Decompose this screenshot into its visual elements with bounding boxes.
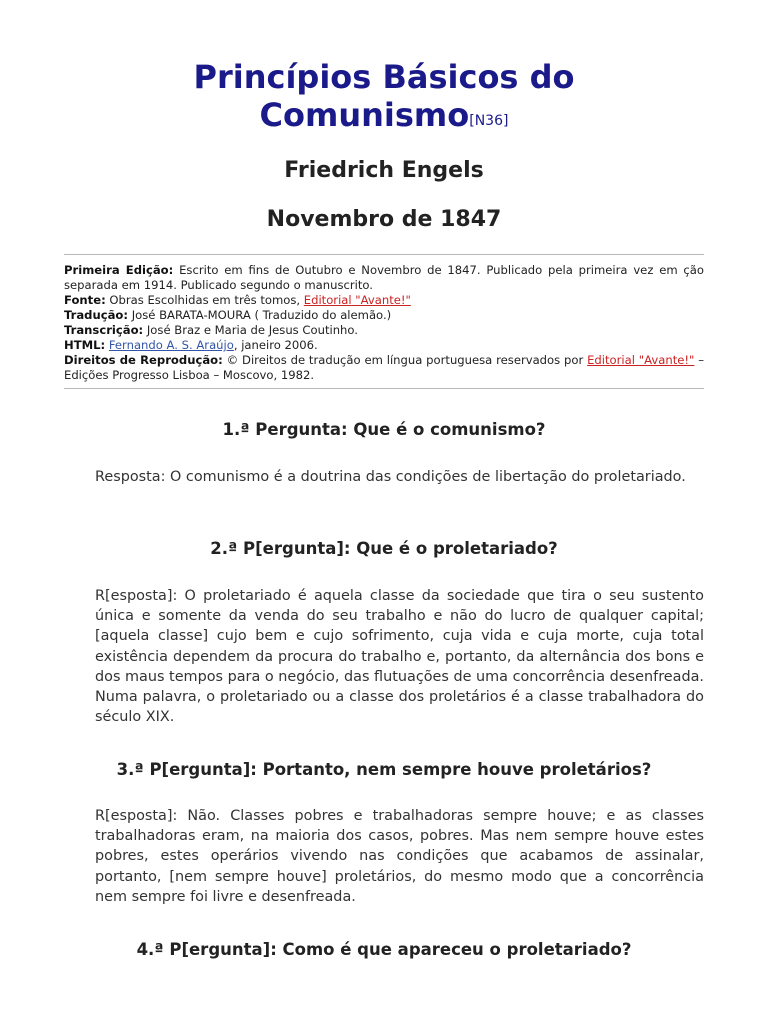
editorial-avante-link-2[interactable]: Editorial "Avante!" (587, 353, 695, 367)
info-value: , janeiro 2006. (233, 338, 318, 352)
footnote-link[interactable]: [N36] (469, 113, 509, 129)
footnote-ref[interactable] (469, 113, 508, 129)
info-traducao (64, 308, 704, 323)
info-label: Tradução: (64, 308, 129, 322)
info-html (64, 338, 704, 353)
info-label: Direitos de Reprodução: (64, 353, 223, 367)
info-label: Primeira Edição: (64, 263, 174, 277)
editorial-avante-link[interactable]: Editorial "Avante!" (303, 293, 411, 307)
edition-info (64, 263, 704, 383)
answer-paragraph: R[esposta]: Não. Classes pobres e trabalhadoras sempre houve; e as classes trabalhadoras eram, na maioria dos casos, pobres. Mas nem sempre houve estes pobres, estes operários vivendo nas condições que acabamos de assinalar, portanto, [nem sempre houve] proletários, do mesmo modo que a concorrência nem sempre foi livre e desenfreada. (95, 808, 704, 905)
info-label: Transcrição: (64, 323, 144, 337)
answer-paragraph: R[esposta]: O proletariado é aquela classe da sociedade que tira o seu sustento única e somente da venda do seu trabalho e não do lucro de qualquer capital; [aquela classe] cujo bem e cujo sofrimento, cuja vida e cuja morte, cuja total existência dependem da procura do trabalho e, portanto, da alternância dos bons e dos maus tempos para o negócio, das flutuações de uma concorrência desenfreada. Numa palavra, o proletariado ou a classe dos proletários é a classe trabalhadora do século XIX. (95, 588, 704, 726)
answer-paragraph: Resposta: O comunismo é a doutrina das condições de libertação do proletariado. (95, 469, 686, 485)
question-heading: 1.ª Pergunta: Que é o comunismo? (222, 420, 546, 439)
info-value: José BARATA-MOURA ( Traduzido do alemão.) (128, 308, 392, 322)
info-label: Fonte: (64, 293, 106, 307)
author-name: Friedrich Engels (284, 158, 484, 183)
info-value: © Direitos de tradução em língua portuguesa reservados por (222, 353, 588, 367)
question-heading: 4.ª P[ergunta]: Como é que apareceu o proletariado? (136, 940, 632, 959)
divider-bottom (64, 388, 704, 389)
info-label: HTML: (64, 338, 106, 352)
info-fonte (64, 293, 704, 308)
info-value: Obras Escolhidas em três tomos, (105, 293, 304, 307)
info-value: – Edições Progresso Lisboa – Moscovo, 1982. (64, 353, 705, 382)
html-author-link[interactable]: Fernando A. S. Araújo (108, 338, 234, 352)
info-primeira-edicao (64, 263, 704, 293)
title-line-2: Comunismo (259, 96, 470, 134)
info-direitos (64, 353, 704, 383)
page-title (0, 58, 768, 134)
info-value: Escrito em fins de Outubro e Novembro de 1847. Publicado pela primeira vez em ção separada em 1914. Publicado segundo o manuscrito. (64, 263, 704, 292)
question-heading: 3.ª P[ergunta]: Portanto, nem sempre houve proletários? (116, 760, 652, 779)
info-transcricao (64, 323, 704, 338)
publication-date: Novembro de 1847 (266, 207, 502, 232)
question-heading: 2.ª P[ergunta]: Que é o proletariado? (210, 539, 558, 558)
divider-top (64, 254, 704, 255)
title-line-1: Princípios Básicos do (193, 58, 575, 96)
info-value: José Braz e Maria de Jesus Coutinho. (143, 323, 358, 337)
